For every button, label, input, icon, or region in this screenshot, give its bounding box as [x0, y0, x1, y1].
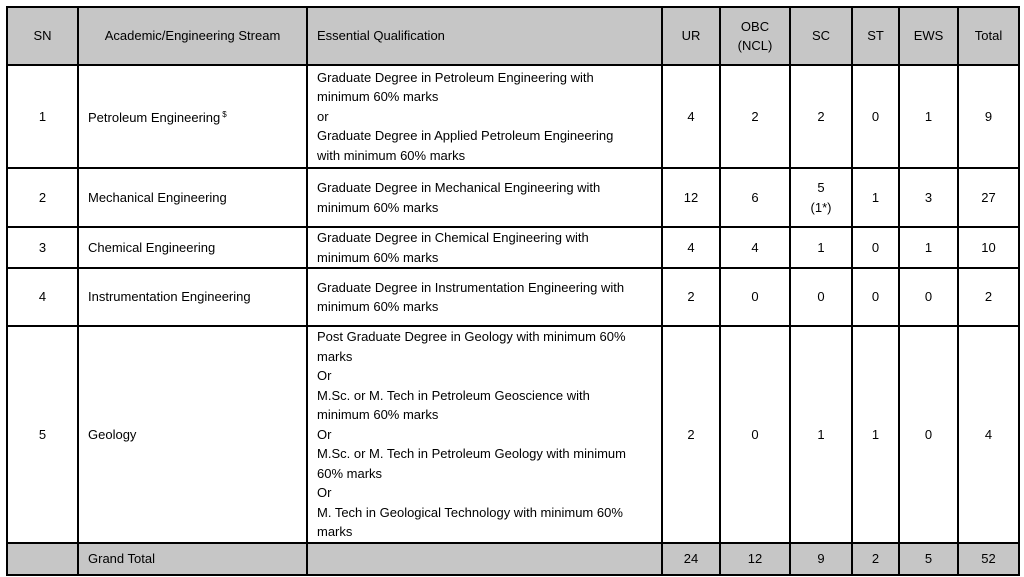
- qualification-line: marks: [317, 348, 353, 364]
- qualification-line: minimum 60% marks: [317, 407, 439, 422]
- cell-sc: 1: [790, 326, 852, 543]
- grand-total-ews: 5: [899, 543, 958, 575]
- qualification-line: Graduate Degree in Applied Petroleum Engineering: [317, 128, 614, 144]
- qualification-line: Or: [317, 368, 332, 383]
- grand-total-sn-cell: [7, 543, 78, 575]
- cell-qualification: [307, 227, 662, 268]
- cell-ur: 2: [662, 326, 720, 543]
- cell-sn: 3: [7, 227, 78, 268]
- vacancy-table-container: [6, 6, 1018, 576]
- cell-sc: 0: [790, 268, 852, 326]
- cell-total: 27: [958, 168, 1019, 227]
- qualification-line: M.Sc. or M. Tech in Petroleum Geology with minimum: [317, 446, 626, 461]
- cell-sn: 2: [7, 168, 78, 227]
- cell-ews: 1: [899, 65, 958, 168]
- cell-total: 10: [958, 227, 1019, 268]
- cell-ur: 4: [662, 65, 720, 168]
- cell-total: 9: [958, 65, 1019, 168]
- qualification-line: or: [317, 108, 329, 124]
- grand-total-label: Grand Total: [78, 543, 307, 575]
- qualification-line: minimum 60% marks: [317, 249, 439, 265]
- grand-total-ur: 24: [662, 543, 720, 575]
- qualification-line: minimum 60% marks: [317, 299, 439, 314]
- table-row: [7, 268, 1019, 326]
- qualification-line: Or: [317, 485, 332, 500]
- grand-total-sc: 9: [790, 543, 852, 575]
- qualification-line: Graduate Degree in Chemical Engineering with: [317, 230, 589, 245]
- qualification-line: minimum 60% marks: [317, 199, 439, 215]
- header-st: ST: [852, 7, 899, 65]
- header-ews: EWS: [899, 7, 958, 65]
- cell-qualification: [307, 168, 662, 227]
- cell-total: 2: [958, 268, 1019, 326]
- cell-ur: 4: [662, 227, 720, 268]
- qualification-line: M. Tech in Geological Technology with minimum 60%: [317, 504, 623, 520]
- qualification-line: minimum 60% marks: [317, 89, 439, 105]
- qualification-line: Graduate Degree in Petroleum Engineering with: [317, 69, 594, 85]
- header-stream: Academic/Engineering Stream: [78, 7, 307, 65]
- cell-ews: 3: [899, 168, 958, 227]
- grand-total-qualification-cell: [307, 543, 662, 575]
- cell-ews: 0: [899, 268, 958, 326]
- cell-qualification: [307, 268, 662, 326]
- cell-sc: 2: [790, 65, 852, 168]
- cell-ur: 12: [662, 168, 720, 227]
- cell-sc: [790, 168, 852, 227]
- header-row: [7, 7, 1019, 65]
- header-obc-line2: (NCL): [737, 38, 773, 53]
- table-body: [7, 65, 1019, 575]
- header-ur: UR: [662, 7, 720, 65]
- table-row: [7, 227, 1019, 268]
- cell-ews: 0: [899, 326, 958, 543]
- cell-qualification: [307, 65, 662, 168]
- vacancy-table: [6, 6, 1020, 576]
- header-obc-line1: OBC: [740, 18, 770, 34]
- table-row: [7, 168, 1019, 227]
- cell-stream: Mechanical Engineering: [78, 168, 307, 227]
- cell-total: 4: [958, 326, 1019, 543]
- cell-stream: Chemical Engineering: [78, 227, 307, 268]
- header-sc: SC: [790, 7, 852, 65]
- grand-total-total: 52: [958, 543, 1019, 575]
- table-row: [7, 65, 1019, 168]
- grand-total-obc: 12: [720, 543, 790, 575]
- qualification-line: Graduate Degree in Instrumentation Engineering with: [317, 279, 625, 295]
- stream-name: Petroleum Engineering: [88, 110, 221, 126]
- cell-obc: 2: [720, 65, 790, 168]
- header-obc: [720, 7, 790, 65]
- cell-qualification: [307, 326, 662, 543]
- stream-footnote-mark: $: [222, 110, 227, 120]
- qualification-line: marks: [317, 524, 353, 539]
- qualification-line: with minimum 60% marks: [317, 147, 466, 163]
- qualification-line: Graduate Degree in Mechanical Engineering with: [317, 180, 601, 195]
- cell-st: 0: [852, 268, 899, 326]
- cell-sn: 1: [7, 65, 78, 168]
- header-total: Total: [958, 7, 1019, 65]
- cell-obc: 4: [720, 227, 790, 268]
- cell-ews: 1: [899, 227, 958, 268]
- cell-obc: 0: [720, 268, 790, 326]
- cell-stream: Geology: [78, 326, 307, 543]
- table-header: [7, 7, 1019, 65]
- cell-st: 0: [852, 227, 899, 268]
- cell-st: 1: [852, 326, 899, 543]
- cell-obc: 0: [720, 326, 790, 543]
- cell-stream: Instrumentation Engineering: [78, 268, 307, 326]
- cell-st: 0: [852, 65, 899, 168]
- qualification-line: M.Sc. or M. Tech in Petroleum Geoscience with: [317, 387, 590, 403]
- sc-value: 5: [817, 180, 825, 195]
- cell-stream: [78, 65, 307, 168]
- cell-sc: 1: [790, 227, 852, 268]
- header-sn: SN: [7, 7, 78, 65]
- grand-total-st: 2: [852, 543, 899, 575]
- grand-total-row: [7, 543, 1019, 575]
- header-qualification: Essential Qualification: [307, 7, 662, 65]
- qualification-line: Or: [317, 426, 332, 442]
- cell-obc: 6: [720, 168, 790, 227]
- cell-st: 1: [852, 168, 899, 227]
- cell-sn: 5: [7, 326, 78, 543]
- qualification-line: 60% marks: [317, 465, 383, 481]
- qualification-line: Post Graduate Degree in Geology with minimum 60%: [317, 329, 626, 344]
- sc-note: (1*): [810, 199, 832, 215]
- table-row: [7, 326, 1019, 543]
- cell-sn: 4: [7, 268, 78, 326]
- cell-ur: 2: [662, 268, 720, 326]
